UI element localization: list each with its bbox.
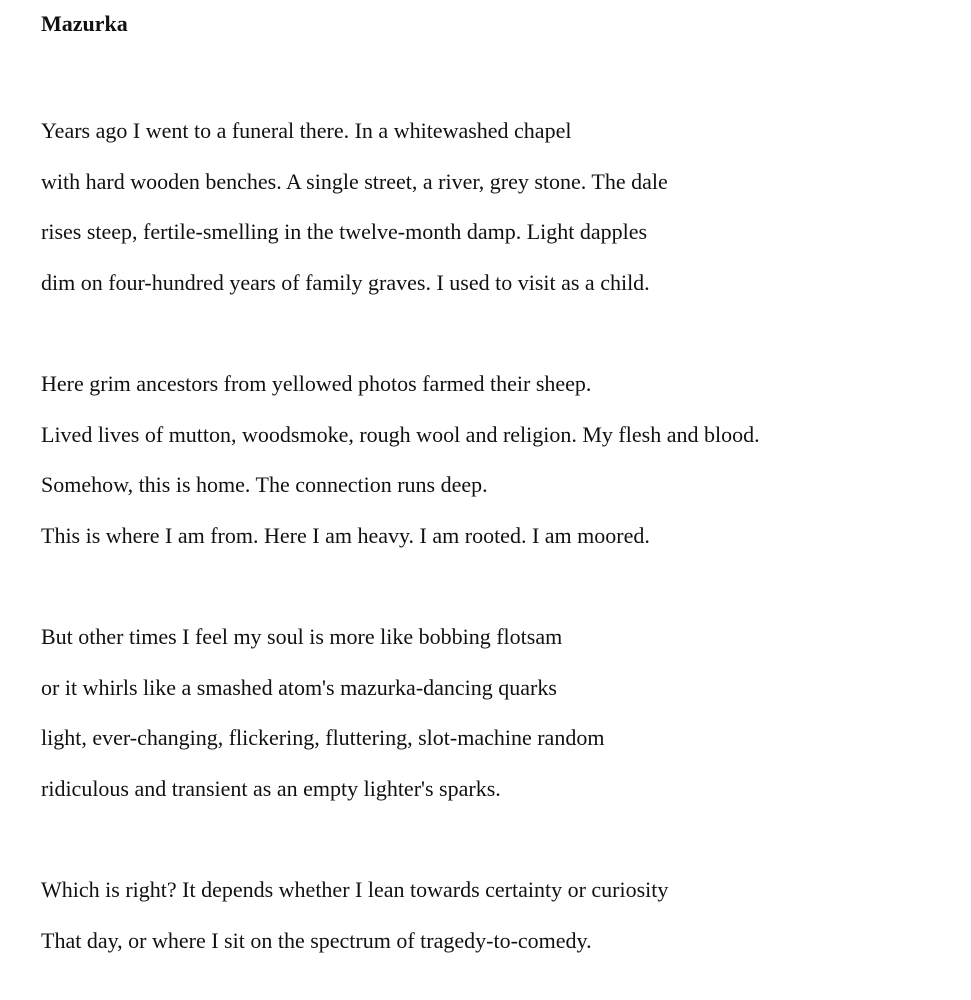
poem-line: dim on four-hundred years of family graves. I used to visit as a child. (41, 269, 650, 295)
poem-line: Lived lives of mutton, woodsmoke, rough wool and religion. My flesh and blood. (41, 421, 760, 447)
stanza-4 (41, 865, 971, 966)
poem-line: Which is right? It depends whether I lean towards certainty or curiosity (41, 877, 669, 902)
poem-line: rises steep, fertile-smelling in the twelve-month damp. Light dapples (41, 219, 648, 244)
poem-line: Somehow, this is home. The connection runs deep. (41, 472, 488, 497)
poem-document (41, 6, 971, 966)
stanza-1 (41, 106, 971, 308)
poem-title: Mazurka (41, 11, 128, 36)
poem-line: This is where I am from. Here I am heavy. I am rooted. I am moored. (41, 522, 650, 548)
poem-line: with hard wooden benches. A single street, a river, grey stone. The dale (41, 168, 668, 194)
poem-line: That day, or where I sit on the spectrum of tragedy-to-comedy. (41, 927, 592, 953)
stanza-2 (41, 359, 971, 561)
poem-line: Years ago I went to a funeral there. In a whitewashed chapel (41, 118, 572, 143)
poem-line: or it whirls like a smashed atom's mazurka-dancing quarks (41, 674, 557, 700)
stanza-3 (41, 612, 971, 814)
poem-line: Here grim ancestors from yellowed photos farmed their sheep. (41, 371, 592, 396)
poem-line: But other times I feel my soul is more like bobbing flotsam (41, 624, 563, 649)
poem-line: ridiculous and transient as an empty lighter's sparks. (41, 775, 501, 801)
poem-line: light, ever-changing, flickering, fluttering, slot-machine random (41, 725, 605, 750)
